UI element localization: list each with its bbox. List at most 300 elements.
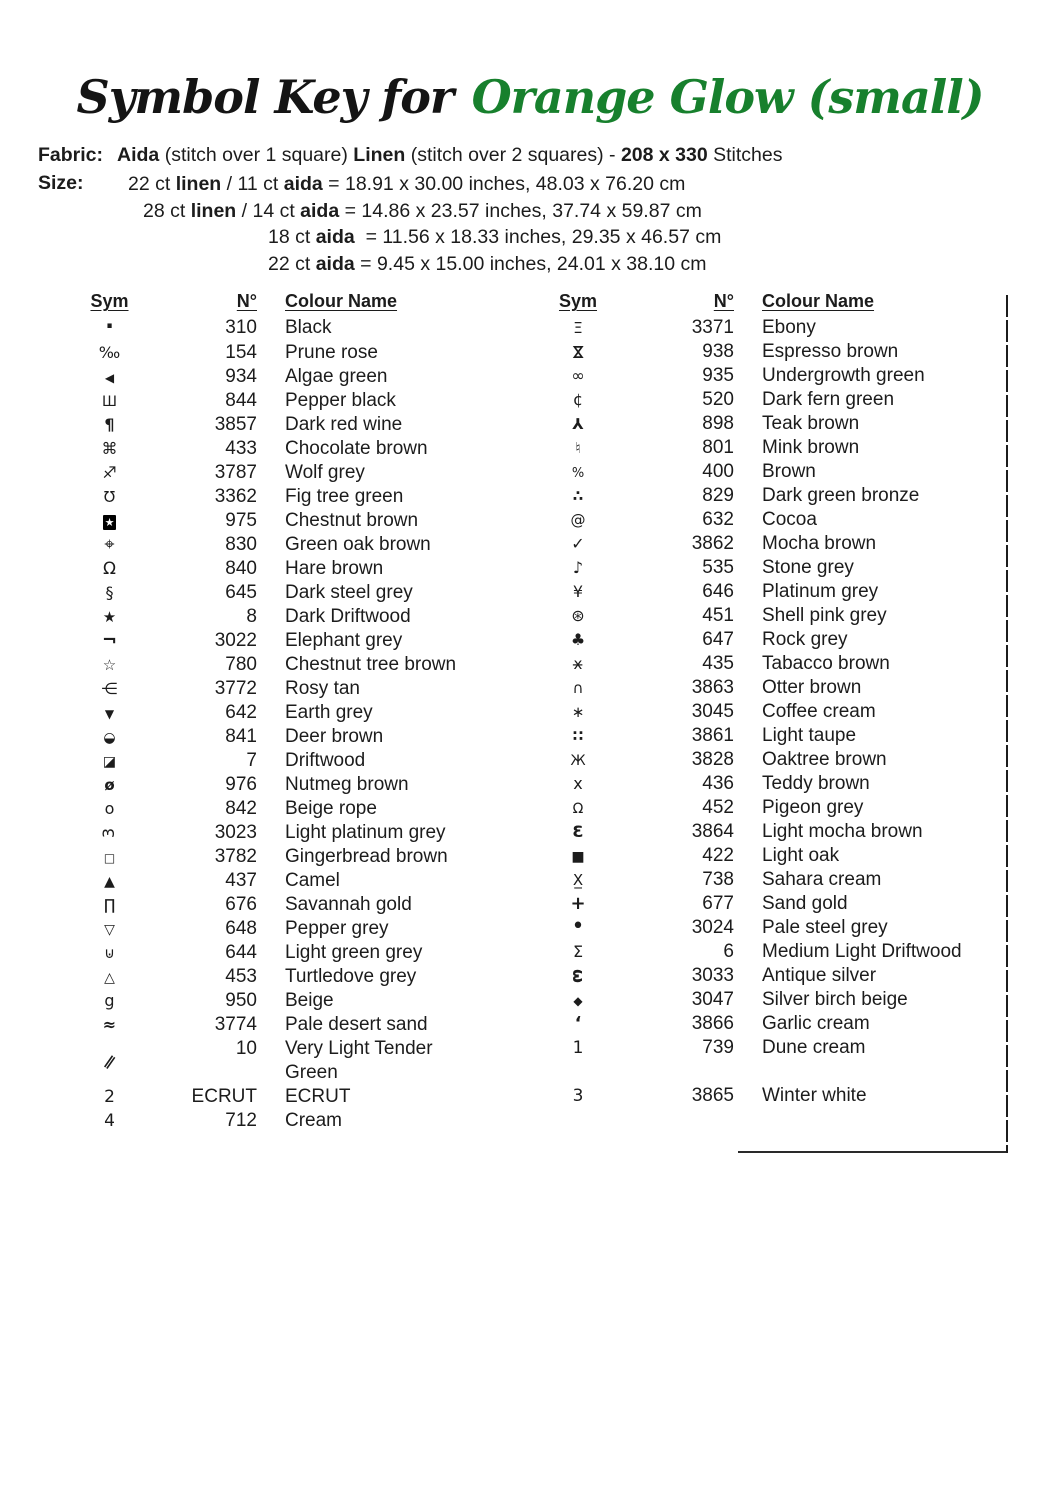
thread-number: 3033 — [691, 965, 734, 986]
size-line-2 — [38, 198, 1060, 225]
key-row — [532, 868, 1010, 892]
symbol-cell — [103, 1013, 116, 1037]
stitch-symbol: + — [570, 893, 586, 914]
colour-name: Sahara cream — [762, 869, 882, 890]
thread-number: 642 — [225, 702, 257, 723]
key-row — [62, 557, 532, 581]
key-row — [532, 1084, 1010, 1108]
stitch-symbol: Ʊ — [103, 488, 116, 506]
fabric-line — [38, 144, 1060, 167]
key-row — [532, 772, 1010, 796]
size-text: linen — [175, 173, 222, 195]
stitch-symbol: g — [104, 991, 115, 1010]
colour-name: Mocha brown — [762, 533, 877, 554]
stitch-symbol: @ — [570, 511, 586, 529]
page-title — [0, 70, 1060, 136]
colour-name: Cocoa — [762, 509, 817, 530]
stitch-symbol: ⌖ — [104, 534, 115, 555]
colour-name: Oaktree brown — [762, 749, 887, 770]
stitch-symbol: Ж — [570, 753, 586, 769]
key-row — [532, 532, 1010, 556]
thread-number: 648 — [225, 918, 257, 939]
symbol-cell — [104, 1109, 115, 1133]
symbol-cell — [571, 604, 584, 628]
symbol-cell — [572, 412, 583, 436]
colour-name: Pale steel grey — [762, 917, 888, 938]
key-row — [62, 965, 532, 989]
stitch-symbol: ▽ — [104, 922, 115, 938]
key-row — [532, 628, 1010, 652]
key-row — [532, 316, 1010, 340]
stitch-symbol: ☆ — [102, 656, 117, 674]
symbol-cell — [104, 869, 115, 893]
size-line-4 — [38, 251, 1060, 278]
colour-name: Very Light Tender Green — [285, 1038, 433, 1083]
colour-name: Platinum grey — [762, 581, 879, 602]
colour-name: Dark steel grey — [285, 582, 413, 603]
key-row — [62, 1013, 532, 1037]
thread-number: 453 — [225, 966, 257, 987]
key-column-right — [532, 291, 1010, 1133]
key-row — [62, 845, 532, 869]
thread-number: 898 — [702, 413, 734, 434]
colour-name: Rock grey — [762, 629, 848, 650]
key-row — [532, 892, 1010, 916]
symbol-cell — [570, 892, 585, 916]
colour-name: Stone grey — [762, 557, 854, 578]
stitch-symbol: 3 — [99, 827, 119, 839]
colour-name: Pepper black — [285, 390, 396, 411]
thread-number: 8 — [246, 606, 257, 627]
colour-name: Camel — [285, 870, 340, 891]
thread-number: 646 — [702, 581, 734, 602]
key-row — [62, 941, 532, 965]
symbol-cell — [104, 413, 114, 437]
stitch-symbol: ⅄ — [572, 415, 584, 433]
key-row — [62, 312, 532, 341]
thread-number: 3862 — [691, 533, 734, 554]
stitch-symbol: x̶ — [573, 655, 583, 673]
colour-name: Light platinum grey — [285, 822, 446, 843]
key-row — [62, 893, 532, 917]
symbol-cell — [102, 1049, 117, 1073]
symbol-cell — [103, 605, 116, 629]
stitch-symbol: ¬ — [101, 630, 118, 651]
colour-name: Cream — [285, 1110, 343, 1131]
header-number: N° — [713, 291, 734, 311]
thread-number: 3362 — [214, 486, 257, 507]
symbol-cell — [573, 1084, 584, 1108]
header-colour-name: Colour Name — [762, 291, 875, 311]
header-colour-name: Colour Name — [285, 291, 398, 311]
key-row — [62, 461, 532, 485]
symbol-cell — [104, 893, 115, 917]
key-row — [532, 652, 1010, 676]
colour-name: Earth grey — [285, 702, 373, 723]
key-row — [532, 724, 1010, 748]
stitch-symbol: ∥ — [102, 1053, 117, 1071]
stitch-symbol: ‰ — [98, 343, 121, 362]
colour-name: Antique silver — [762, 965, 877, 986]
key-row — [62, 509, 532, 533]
colour-name: Teddy brown — [762, 773, 870, 794]
thread-number: 535 — [702, 557, 734, 578]
colour-name: Undergrowth green — [762, 365, 925, 386]
colour-name: Beige — [285, 990, 334, 1011]
symbol-cell — [104, 917, 115, 941]
table-border-bottom — [738, 1151, 1006, 1153]
colour-name: Shell pink grey — [762, 605, 887, 626]
symbol-cell — [99, 341, 120, 365]
thread-number: 3023 — [214, 822, 257, 843]
symbol-cell — [575, 1012, 582, 1036]
stitch-symbol: x — [573, 774, 583, 793]
size-text: / 11 ct — [221, 173, 284, 195]
stitch-symbol: X̲ — [572, 871, 584, 889]
thread-number: 644 — [225, 942, 257, 963]
key-row — [532, 484, 1010, 508]
colour-name: Gingerbread brown — [285, 846, 448, 867]
key-column-left — [62, 291, 532, 1133]
thread-number: 830 — [225, 534, 257, 555]
thread-number: 976 — [225, 774, 257, 795]
thread-number: 935 — [702, 365, 734, 386]
key-row — [62, 653, 532, 677]
colour-name: ECRUT — [285, 1086, 351, 1107]
header-sym: Sym — [558, 291, 598, 311]
thread-number: 437 — [225, 870, 257, 891]
colour-name: Tabacco brown — [762, 653, 890, 674]
key-row — [532, 916, 1010, 940]
stitch-symbol: □ — [103, 851, 116, 865]
key-row — [532, 796, 1010, 820]
key-rows-right — [532, 316, 1010, 1108]
size-line-3 — [38, 224, 1060, 251]
symbol-cell — [99, 821, 119, 845]
stitch-symbol: ▲ — [104, 874, 115, 890]
colour-name: Otter brown — [762, 677, 862, 698]
column-header — [62, 291, 532, 312]
thread-number: 3774 — [214, 1014, 257, 1035]
symbol-cell — [573, 556, 583, 580]
stitch-symbol: △ — [104, 970, 115, 986]
key-row — [62, 605, 532, 629]
stitch-symbol: ⌘ — [101, 439, 118, 458]
symbol-cell — [104, 965, 115, 989]
symbol-cell — [105, 365, 114, 389]
key-row — [532, 460, 1010, 484]
stitch-symbol: 2 — [104, 1087, 115, 1107]
fabric-parts — [117, 144, 782, 166]
symbol-cell — [573, 724, 583, 748]
key-row — [532, 436, 1010, 460]
colour-name: Brown — [762, 461, 816, 482]
key-row — [62, 797, 532, 821]
thread-number: 647 — [702, 629, 734, 650]
symbol-cell — [102, 389, 117, 413]
symbol-cell — [573, 868, 583, 892]
thread-number: 3045 — [691, 701, 734, 722]
fabric-label: Fabric: — [38, 144, 104, 166]
colour-name: Dark Driftwood — [285, 606, 411, 627]
thread-number: 3787 — [214, 462, 257, 483]
colour-name: Green oak brown — [285, 534, 431, 555]
key-rows-left — [62, 312, 532, 1133]
symbol-cell — [105, 701, 114, 725]
symbol-cell — [102, 437, 118, 461]
size-text: linen — [190, 199, 237, 222]
colour-name: Turtledove grey — [285, 966, 417, 987]
symbol-cell — [106, 581, 114, 605]
stitch-symbol: § — [105, 583, 114, 602]
key-row — [62, 437, 532, 461]
key-row — [532, 580, 1010, 604]
symbol-cell — [104, 941, 115, 965]
thread-number: 435 — [702, 653, 734, 674]
size-text: = 18.91 x 30.00 inches, 48.03 x 76.20 cm — [322, 173, 686, 195]
colour-name: Chocolate brown — [285, 438, 428, 459]
key-row — [62, 725, 532, 749]
symbol-cell — [105, 797, 115, 821]
colour-name: Rosy tan — [285, 678, 360, 699]
colour-name: Garlic cream — [762, 1013, 870, 1034]
thread-number: 841 — [225, 726, 257, 747]
thread-number: 433 — [225, 438, 257, 459]
symbol-cell — [104, 1085, 115, 1109]
stitch-symbol: ∗ — [571, 703, 585, 721]
symbol-cell — [573, 676, 584, 700]
stitch-symbol: ∩ — [572, 679, 584, 697]
colour-name: Wolf grey — [285, 462, 365, 483]
symbol-cell — [573, 580, 583, 604]
colour-name: Deer brown — [285, 726, 384, 747]
colour-name: Light green grey — [285, 942, 423, 963]
thread-number: 975 — [225, 510, 257, 531]
symbol-cell — [571, 628, 585, 652]
stitch-symbol: ◀ — [104, 371, 115, 385]
stitch-symbol: o — [104, 799, 115, 818]
colour-name: Prune rose — [285, 342, 378, 363]
key-row — [62, 869, 532, 893]
key-row — [62, 341, 532, 365]
colour-name: Silver birch beige — [762, 989, 908, 1010]
key-row — [532, 364, 1010, 388]
colour-name: Medium Light Driftwood — [762, 941, 962, 962]
key-row — [62, 773, 532, 797]
stitch-symbol: Ω — [572, 801, 584, 817]
stitch-symbol: ¢ — [572, 390, 584, 409]
symbol-cell — [102, 629, 117, 653]
thread-number: 3864 — [691, 821, 734, 842]
stitch-symbol: ♣ — [570, 630, 586, 649]
symbol-cell — [571, 340, 586, 364]
symbol-cell — [104, 312, 115, 341]
thread-number: ECRUT — [191, 1086, 257, 1107]
fabric-text: Stitches — [707, 144, 783, 166]
colour-name: Dark green bronze — [762, 485, 920, 506]
stitch-symbol: ♮ — [575, 439, 581, 457]
stitch-symbol: ★ — [104, 516, 115, 529]
key-row — [62, 989, 532, 1013]
symbol-cell — [569, 964, 588, 988]
stitch-symbol: • — [571, 914, 585, 939]
colour-name: Espresso brown — [762, 341, 899, 362]
symbol-cell — [104, 533, 114, 557]
stitch-symbol: ♐ — [102, 463, 117, 482]
key-row — [62, 413, 532, 437]
key-row — [532, 964, 1010, 988]
symbol-cell — [571, 532, 584, 556]
colour-name: Winter white — [762, 1085, 867, 1106]
symbol-cell — [573, 796, 584, 820]
symbol-cell — [102, 461, 116, 485]
colour-name: Chestnut brown — [285, 510, 419, 531]
key-row — [62, 917, 532, 941]
symbol-cell — [573, 316, 582, 340]
stitch-symbol: ¶ — [104, 415, 115, 434]
symbol-cell — [572, 916, 585, 940]
symbol-cell — [574, 652, 583, 676]
title-pattern-name: Orange Glow (small) — [471, 70, 984, 124]
symbol-cell — [104, 845, 115, 869]
symbol-cell — [575, 436, 580, 460]
size-text: aida — [283, 173, 323, 195]
stitch-symbol: ∞ — [571, 366, 585, 385]
fabric-text: 208 x 330 — [620, 144, 708, 166]
symbol-cell — [104, 773, 114, 797]
thread-number: 3866 — [691, 1013, 734, 1034]
colour-name: Black — [285, 317, 332, 338]
stitch-symbol: ∷ — [572, 727, 584, 745]
thread-number: 452 — [702, 797, 734, 818]
size-text: 22 ct — [128, 173, 176, 195]
stitch-symbol: 1 — [572, 1038, 584, 1058]
stitch-symbol: ▼ — [104, 707, 115, 721]
symbol-cell — [573, 484, 583, 508]
key-row — [532, 844, 1010, 868]
stitch-symbol: ⊛ — [571, 606, 585, 625]
size-text: 28 ct — [143, 199, 191, 222]
stitch-symbol: ◪ — [102, 754, 117, 770]
stitch-symbol: ⋲ — [101, 679, 118, 698]
key-row — [62, 485, 532, 509]
colour-name: Light oak — [762, 845, 840, 866]
stitch-symbol: ∏ — [103, 896, 116, 914]
thread-number: 645 — [225, 582, 257, 603]
colour-name: Fig tree green — [285, 486, 404, 507]
key-row — [62, 749, 532, 773]
stitch-symbol: Ш — [102, 394, 117, 410]
thread-number: 310 — [225, 317, 257, 338]
symbol-cell — [571, 364, 584, 388]
thread-number: 677 — [702, 893, 734, 914]
thread-number: 6 — [723, 941, 734, 962]
thread-number: 3371 — [691, 317, 734, 338]
thread-number: 3772 — [214, 678, 257, 699]
size-text: 18 ct — [268, 226, 316, 248]
header-sym: Sym — [90, 291, 129, 311]
stitch-symbol: · — [104, 312, 115, 340]
thread-number: 3047 — [691, 989, 734, 1010]
key-row — [532, 340, 1010, 364]
key-row — [532, 820, 1010, 844]
size-text: = 11.56 x 18.33 inches, 29.35 x 46.57 cm — [354, 226, 722, 248]
stitch-symbol: ■ — [571, 849, 585, 865]
symbol-key-table — [62, 291, 1014, 1133]
key-row — [62, 389, 532, 413]
key-row — [62, 629, 532, 653]
thread-number: 632 — [702, 509, 734, 530]
stitch-symbol: Σ — [572, 942, 584, 961]
thread-number: 3782 — [214, 846, 257, 867]
stitch-symbol: ‘ — [574, 1013, 582, 1034]
symbol-cell — [573, 1036, 584, 1060]
thread-number: 400 — [702, 461, 734, 482]
key-row — [532, 748, 1010, 772]
stitch-symbol: 3 — [572, 1086, 584, 1106]
size-text: / 14 ct — [236, 199, 301, 222]
symbol-cell — [103, 557, 116, 581]
colour-name: Chestnut tree brown — [285, 654, 457, 675]
key-row — [62, 533, 532, 557]
stitch-symbol: ω — [569, 969, 588, 983]
stitch-symbol: ø — [104, 776, 115, 794]
key-row — [532, 604, 1010, 628]
colour-name: Light taupe — [762, 725, 857, 746]
size-text: aida — [315, 252, 355, 275]
stitch-symbol: ¥ — [572, 582, 584, 601]
thread-number: 7 — [246, 750, 257, 771]
stitch-symbol: Ξ — [573, 319, 583, 337]
size-text: 22 ct — [268, 252, 316, 275]
size-text: = 14.86 x 23.57 inches, 37.74 x 59.87 cm — [339, 199, 702, 222]
thread-number: 676 — [225, 894, 257, 915]
key-row — [532, 1036, 1010, 1060]
colour-name: Pale desert sand — [285, 1014, 428, 1035]
thread-number: 738 — [702, 869, 734, 890]
symbol-cell — [103, 653, 116, 677]
stitch-symbol: ◆ — [573, 994, 583, 1008]
key-row — [532, 700, 1010, 724]
stitch-symbol: % — [571, 466, 585, 481]
colour-name: Nutmeg brown — [285, 774, 409, 795]
symbol-cell — [571, 508, 586, 532]
thread-number: 3863 — [691, 677, 734, 698]
size-text: aida — [300, 199, 340, 222]
key-row — [62, 365, 532, 389]
colour-name: Coffee cream — [762, 701, 876, 722]
key-row — [532, 676, 1010, 700]
key-row — [62, 701, 532, 725]
key-row — [62, 581, 532, 605]
fabric-text: Linen — [353, 144, 406, 166]
symbol-cell — [103, 749, 116, 773]
thread-number: 842 — [225, 798, 257, 819]
stitch-symbol: ∴ — [572, 487, 584, 505]
symbol-cell — [573, 988, 582, 1012]
stitch-symbol: ✓ — [571, 534, 585, 553]
stitch-symbol: ⊍ — [104, 944, 115, 962]
colour-name: Pigeon grey — [762, 797, 864, 818]
symbol-cell — [103, 725, 115, 749]
size-text: aida — [315, 226, 355, 248]
key-row — [532, 940, 1010, 964]
stitch-symbol: 4 — [104, 1111, 115, 1131]
colour-name: Mink brown — [762, 437, 860, 458]
thread-number: 3861 — [691, 725, 734, 746]
thread-number: 801 — [702, 437, 734, 458]
stitch-symbol: Ω — [103, 559, 116, 579]
